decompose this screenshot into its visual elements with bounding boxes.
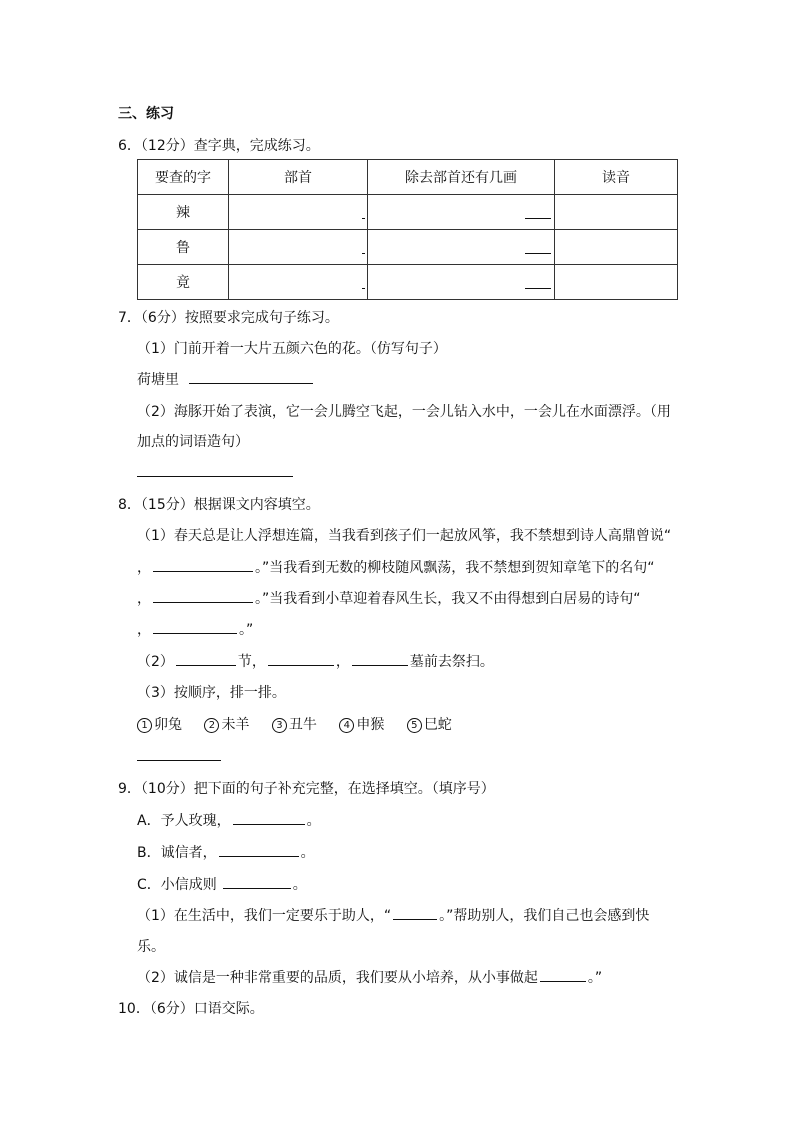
option-label: 丑牛 <box>288 717 317 733</box>
comma: ， <box>137 591 151 607</box>
answer-blank[interactable] <box>153 588 253 603</box>
table-header-cell: 除去部首还有几画 <box>368 160 555 195</box>
circled-number: 3 <box>272 718 287 733</box>
text: 节， <box>237 654 266 670</box>
text: 。 <box>300 845 315 861</box>
answer-blank[interactable] <box>233 810 305 825</box>
option-item <box>204 717 249 733</box>
option-label: 巳蛇 <box>423 717 452 733</box>
table-header-row <box>138 160 678 195</box>
comma: ， <box>137 560 151 576</box>
question-7-part-2-line-2: 加点的词语造句） <box>137 434 249 450</box>
text: 。” <box>587 970 603 986</box>
text: 。 <box>306 813 321 829</box>
circled-number: 1 <box>137 718 152 733</box>
radical-answer-cell[interactable] <box>229 230 368 265</box>
question-8-part-1-line-3 <box>137 588 641 608</box>
option-label: 申猴 <box>356 717 385 733</box>
answer-blank[interactable] <box>137 746 221 761</box>
answer-blank[interactable] <box>189 369 313 384</box>
table-row <box>138 195 678 230</box>
answer-blank[interactable] <box>137 462 293 477</box>
question-8-part-3: （3）按顺序，排一排。 <box>137 685 286 701</box>
text: B．诚信者， <box>137 845 217 861</box>
table-header-cell: 要查的字 <box>138 160 229 195</box>
answer-blank[interactable] <box>223 874 291 889</box>
question-9-option-b <box>137 842 315 862</box>
question-6-stem: 6．（12分）查字典，完成练习。 <box>118 138 320 154</box>
answer-blank[interactable] <box>176 651 236 666</box>
dictionary-table <box>137 159 678 300</box>
question-7-part-1: （1）门前开着一大片五颜六色的花。（仿写句子） <box>137 341 447 357</box>
answer-blank[interactable] <box>219 842 299 857</box>
text: （2）诚信是一种非常重要的品质，我们要从小培养，从小事做起 <box>137 970 538 986</box>
answer-blank[interactable] <box>540 967 586 982</box>
option-item <box>339 717 384 733</box>
table-char-cell: 竟 <box>138 265 229 300</box>
option-item <box>407 717 452 733</box>
text: ， <box>335 654 350 670</box>
question-9-stem: 9．（10分）把下面的句子补充完整，在选择填空。（填序号） <box>118 781 495 797</box>
answer-blank[interactable] <box>153 557 253 572</box>
question-9-part-1 <box>137 905 649 925</box>
pronunciation-answer-cell[interactable] <box>555 195 678 230</box>
question-8-part-1-line-2 <box>137 557 655 577</box>
table-header-cell: 读音 <box>555 160 678 195</box>
question-10-stem: 10．（6分）口语交际。 <box>118 1001 264 1017</box>
circled-number: 2 <box>204 718 219 733</box>
question-7-stem: 7．（6分）按照要求完成句子练习。 <box>118 310 339 326</box>
question-8-stem: 8．（15分）根据课文内容填空。 <box>118 497 320 513</box>
text: 墓前去祭扫。 <box>409 654 494 670</box>
table-row <box>138 265 678 300</box>
text: （1）在生活中，我们一定要乐于助人，“ <box>137 908 392 924</box>
circled-number: 5 <box>407 718 422 733</box>
question-9-part-2 <box>137 967 602 987</box>
text: C．小信成则 <box>137 877 217 893</box>
question-8-part-1-line-1: （1）春天总是让人浮想连篇，当我看到孩子们一起放风筝，我不禁想到诗人高鼎曾说“ <box>137 528 672 544</box>
circled-number: 4 <box>339 718 354 733</box>
question-8-part-3-answer <box>137 746 221 765</box>
zodiac-options <box>137 714 470 734</box>
text: 。”当我看到小草迎着春风生长，我又不由得想到白居易的诗句“ <box>255 591 641 607</box>
question-9-option-c <box>137 874 307 894</box>
text: 。” <box>239 622 254 638</box>
table-header-cell: 部首 <box>229 160 368 195</box>
radical-answer-cell[interactable] <box>229 265 368 300</box>
pronunciation-answer-cell[interactable] <box>555 265 678 300</box>
question-8-part-1-line-4 <box>137 619 253 639</box>
text: 。”帮助别人，我们自己也会感到快 <box>439 908 650 924</box>
table-row <box>138 230 678 265</box>
text: 。”当我看到无数的柳枝随风飘荡，我不禁想到贺知章笔下的名句“ <box>255 560 655 576</box>
question-7-part-2-answer <box>137 462 293 481</box>
table-char-cell: 辣 <box>138 195 229 230</box>
answer-blank[interactable] <box>153 619 237 634</box>
question-8-part-2 <box>137 651 494 671</box>
radical-answer-cell[interactable] <box>229 195 368 230</box>
question-9-option-a <box>137 810 321 830</box>
text: 。 <box>292 877 307 893</box>
answer-blank[interactable] <box>393 905 437 920</box>
text: A．予人玫瑰， <box>137 813 231 829</box>
pronunciation-answer-cell[interactable] <box>555 230 678 265</box>
question-7-part-1-answer <box>137 369 315 389</box>
question-7-part-2-line-1: （2）海豚开始了表演，它一会儿腾空飞起，一会儿钻入水中，一会儿在水面漂浮。（用 <box>137 404 671 420</box>
option-label: 未羊 <box>221 717 250 733</box>
stroke-count-answer-cell[interactable] <box>368 230 555 265</box>
stroke-count-answer-cell[interactable] <box>368 265 555 300</box>
option-item <box>272 717 317 733</box>
answer-blank[interactable] <box>268 651 334 666</box>
table-char-cell: 鲁 <box>138 230 229 265</box>
option-item <box>137 717 182 733</box>
question-9-part-1-line-2: 乐。 <box>137 939 165 955</box>
answer-blank[interactable] <box>352 651 408 666</box>
comma: ， <box>137 622 151 638</box>
section-title: 三、练习 <box>118 106 174 122</box>
option-label: 卯兔 <box>154 717 182 733</box>
stroke-count-answer-cell[interactable] <box>368 195 555 230</box>
answer-prefix: 荷塘里 <box>137 372 179 388</box>
text: （2） <box>137 654 174 670</box>
